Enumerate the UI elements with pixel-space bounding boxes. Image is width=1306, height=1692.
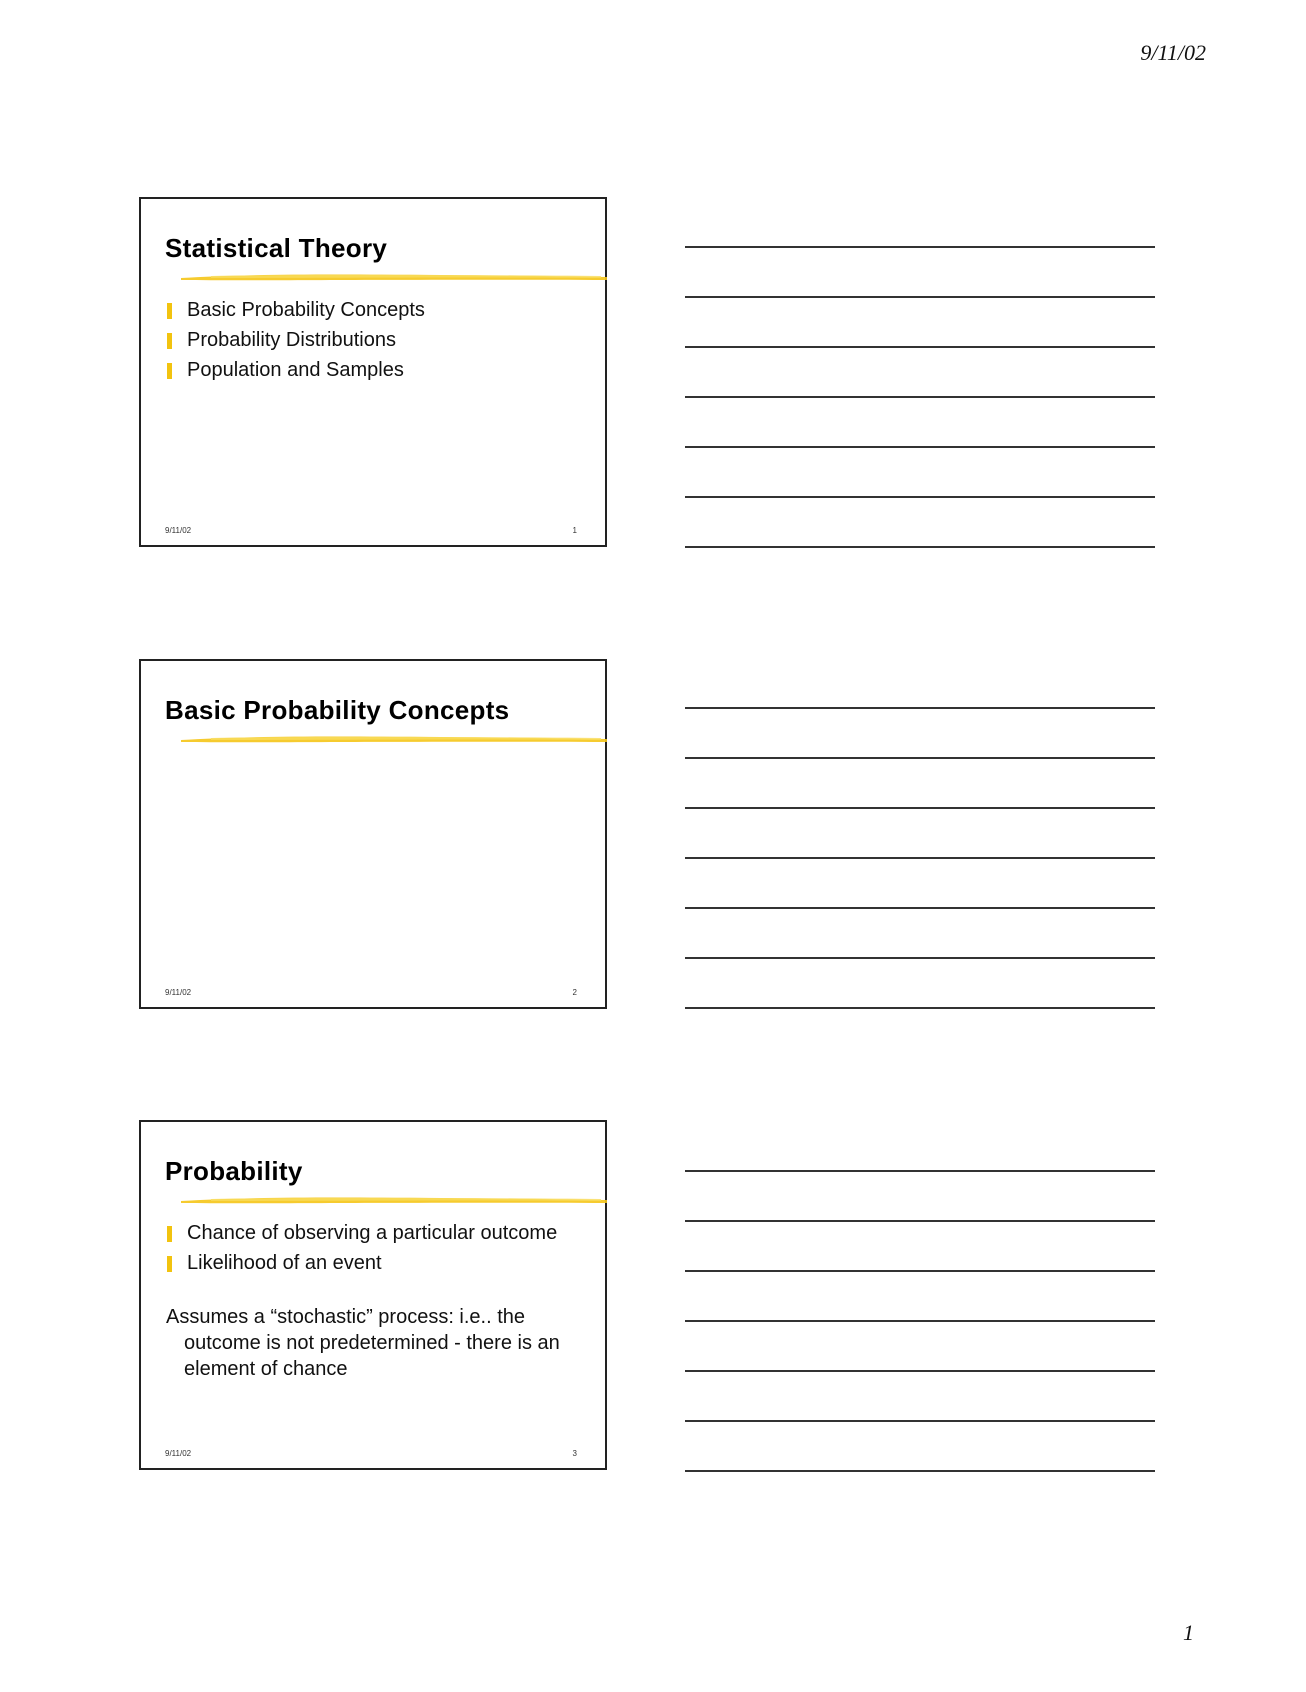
bullet-text: Chance of observing a particular outcome xyxy=(187,1222,558,1244)
page-number: 1 xyxy=(1183,1620,1194,1645)
slide-footer-date: 9/11/02 xyxy=(165,1449,192,1458)
slide-title: Probability xyxy=(165,1156,303,1186)
slide-title: Statistical Theory xyxy=(165,233,388,263)
bullet-marker-icon xyxy=(167,333,172,349)
bullet-text: Basic Probability Concepts xyxy=(187,299,425,321)
note-line xyxy=(685,1420,1155,1422)
bullet-item xyxy=(165,355,425,385)
note-line xyxy=(685,907,1155,909)
note-line xyxy=(685,1007,1155,1009)
note-line xyxy=(685,346,1155,348)
bullet-item xyxy=(165,325,425,355)
slide-3 xyxy=(139,1120,607,1470)
bullet-item xyxy=(165,1248,557,1278)
note-line xyxy=(685,857,1155,859)
slide-footer-date: 9/11/02 xyxy=(165,988,192,997)
slide-footer-number: 1 xyxy=(572,526,577,535)
note-line xyxy=(685,496,1155,498)
note-line xyxy=(685,957,1155,959)
slide-footer-number: 3 xyxy=(572,1449,577,1458)
note-line xyxy=(685,1270,1155,1272)
note-line xyxy=(685,396,1155,398)
note-line xyxy=(685,446,1155,448)
bullet-text: Probability Distributions xyxy=(187,329,396,351)
bullet-item xyxy=(165,295,425,325)
note-line xyxy=(685,1170,1155,1172)
note-line xyxy=(685,1320,1155,1322)
bullet-marker-icon xyxy=(167,1226,172,1242)
bullet-list xyxy=(165,295,425,385)
title-underline-swash xyxy=(181,1194,607,1206)
note-line xyxy=(685,246,1155,248)
bullet-text: Population and Samples xyxy=(187,359,404,381)
title-underline-swash xyxy=(181,271,607,283)
note-line xyxy=(685,1370,1155,1372)
slide-footer-number: 2 xyxy=(572,988,577,997)
note-line xyxy=(685,707,1155,709)
bullet-item xyxy=(165,1218,557,1248)
bullet-marker-icon xyxy=(167,1256,172,1272)
slide-footer-date: 9/11/02 xyxy=(165,526,192,535)
slide-2 xyxy=(139,659,607,1009)
note-line xyxy=(685,757,1155,759)
note-line xyxy=(685,807,1155,809)
bullet-marker-icon xyxy=(167,363,172,379)
page-header-date: 9/11/02 xyxy=(1140,40,1206,65)
title-underline-swash xyxy=(181,733,607,745)
note-line xyxy=(685,296,1155,298)
slide-body-text: Assumes a “stochastic” process: i.e.. the outcome is not predetermined - there is an element of chance xyxy=(166,1306,560,1380)
bullet-marker-icon xyxy=(167,303,172,319)
slide-1 xyxy=(139,197,607,547)
note-line xyxy=(685,1220,1155,1222)
bullet-text: Likelihood of an event xyxy=(187,1252,382,1274)
note-line xyxy=(685,546,1155,548)
note-line xyxy=(685,1470,1155,1472)
slide-title: Basic Probability Concepts xyxy=(165,695,510,725)
bullet-list xyxy=(165,1218,557,1278)
